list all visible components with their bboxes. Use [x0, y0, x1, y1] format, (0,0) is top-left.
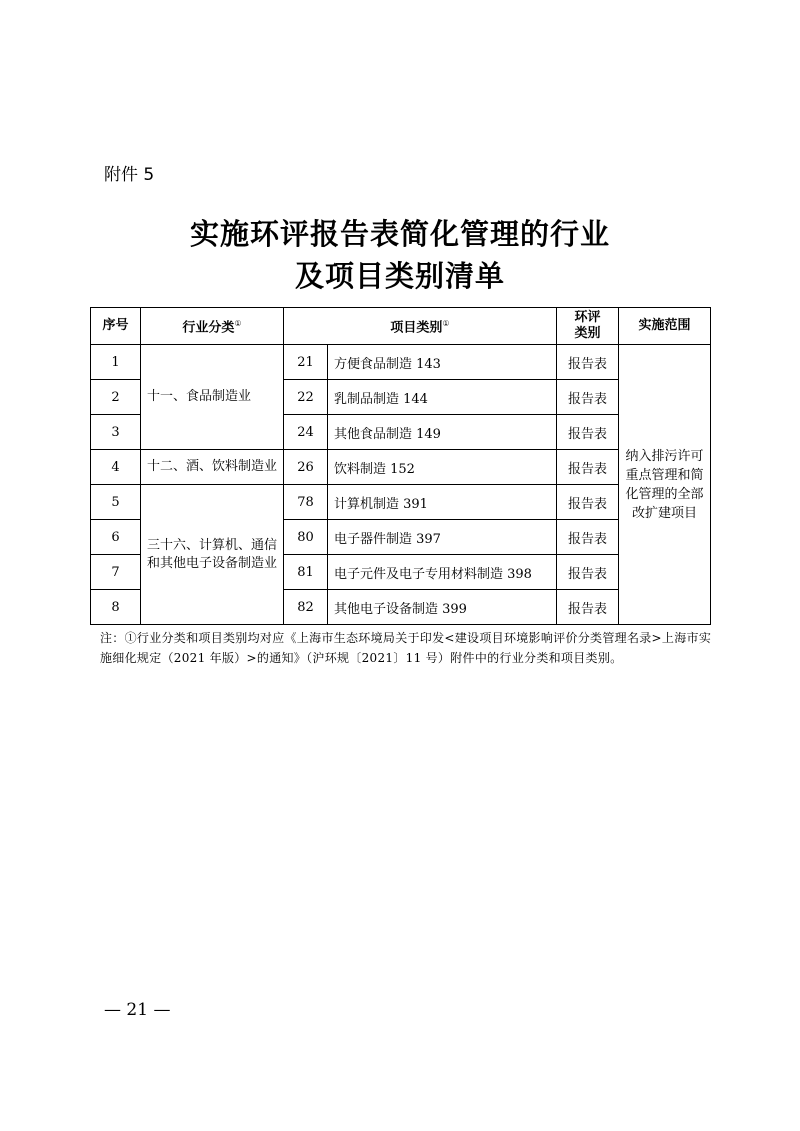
cell-code: 81 [284, 555, 328, 590]
cell-eia: 报告表 [557, 415, 619, 450]
cell-code: 80 [284, 520, 328, 555]
cell-seq: 2 [91, 380, 141, 415]
cell-seq: 5 [91, 485, 141, 520]
header-seq: 序号 [91, 308, 141, 345]
header-category: 项目类别① [284, 308, 557, 345]
cell-eia: 报告表 [557, 380, 619, 415]
cell-code: 82 [284, 590, 328, 625]
cell-industry: 十一、食品制造业 [141, 345, 284, 450]
cell-name: 其他电子设备制造 399 [328, 590, 557, 625]
cell-eia: 报告表 [557, 345, 619, 380]
cell-seq: 6 [91, 520, 141, 555]
cell-seq: 3 [91, 415, 141, 450]
cell-eia: 报告表 [557, 590, 619, 625]
cell-code: 26 [284, 450, 328, 485]
cell-name: 电子器件制造 397 [328, 520, 557, 555]
table-row [91, 485, 711, 520]
header-scope: 实施范围 [619, 308, 711, 345]
table-header-row [91, 308, 711, 345]
cell-seq: 7 [91, 555, 141, 590]
cell-eia: 报告表 [557, 450, 619, 485]
cell-industry: 三十六、计算机、通信和其他电子设备制造业 [141, 485, 284, 625]
page-title-line2: 及项目类别清单 [294, 259, 505, 293]
cell-code: 21 [284, 345, 328, 380]
table-row [91, 450, 711, 485]
cell-name: 饮料制造 152 [328, 450, 557, 485]
cell-name: 其他食品制造 149 [328, 415, 557, 450]
cell-name: 方便食品制造 143 [328, 345, 557, 380]
cell-eia: 报告表 [557, 520, 619, 555]
industry-category-table [90, 307, 711, 625]
cell-seq: 8 [91, 590, 141, 625]
cell-code: 22 [284, 380, 328, 415]
cell-code: 24 [284, 415, 328, 450]
cell-name: 计算机制造 391 [328, 485, 557, 520]
cell-name: 乳制品制造 144 [328, 380, 557, 415]
attachment-label: 附件 5 [104, 165, 155, 185]
page-number: — 21 — [104, 1000, 171, 1020]
cell-seq: 4 [91, 450, 141, 485]
header-industry: 行业分类① [141, 308, 284, 345]
cell-code: 78 [284, 485, 328, 520]
cell-name: 电子元件及电子专用材料制造 398 [328, 555, 557, 590]
cell-eia: 报告表 [557, 555, 619, 590]
page-title-line1: 实施环评报告表简化管理的行业 [189, 217, 610, 251]
table-row [91, 345, 711, 380]
cell-industry: 十二、酒、饮料制造业 [141, 450, 284, 485]
cell-seq: 1 [91, 345, 141, 380]
table-footnote: 注：①行业分类和项目类别均对应《上海市生态环境局关于印发<建设项目环境影响评价分类管理名录>上海市实施细化规定（2021 年版）>的通知》（沪环规〔2021〕11 号）附件中的行业分类和项目类别。 [100, 631, 712, 665]
cell-scope: 纳入排污许可重点管理和简化管理的全部改扩建项目 [619, 345, 711, 625]
header-eia: 环评 类别 [557, 308, 619, 345]
cell-eia: 报告表 [557, 485, 619, 520]
